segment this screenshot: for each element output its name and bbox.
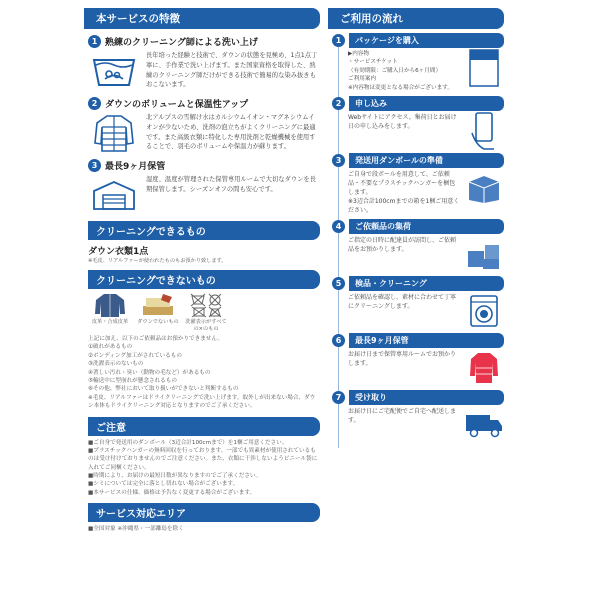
list-item: ■本サービスの仕様、価格は予告なく変更する場合がございます。	[88, 489, 256, 496]
wash-symbol-x-icon	[186, 292, 226, 318]
notice-heading: ご注意	[88, 417, 320, 436]
list-item: ■ご自身で発送用のダンボール（3辺合計100cmまで）を1梱ご用意ください。	[88, 439, 288, 446]
flow-step-4	[332, 219, 504, 272]
flow-step-5	[332, 276, 504, 329]
features-heading: 本サービスの特徴	[88, 8, 320, 29]
step-title: 最長9ヶ月保管	[349, 333, 504, 348]
list-item: ⑤輸送中に型崩れが懸念されるもの	[88, 377, 177, 384]
notice-list	[88, 439, 320, 498]
step-number: 5	[332, 277, 345, 290]
list-item: ■時期により、お届けの最短日数が異なりますのでご了承ください。	[88, 473, 262, 480]
flow-step-7	[332, 390, 504, 443]
list-item: ②ボンディング加工がされているもの	[88, 352, 182, 359]
flow-step-2	[332, 96, 504, 149]
feature-text: 長年培った経験と技術で、ダウンの状態を見極め、1点1点丁寧に、手作業で洗い上げます。また国家資格を取得した、熟練のクリーニング師だけができる技術で簡易的な染み抜きもおこないます。	[146, 52, 318, 89]
wash-basin-icon	[88, 51, 140, 91]
can-clean-item: ダウン衣類1点	[88, 247, 149, 257]
step-text: お届け日まで保管専用ルームでお預かりします。	[348, 350, 457, 367]
step-number: 6	[332, 334, 345, 347]
feature-3	[88, 159, 320, 215]
flow-step-6	[332, 333, 504, 386]
list-item: ※毛皮、リアルファーはドライクリーニングで洗い上げます。取外しが出来ない場合、ダウン本体もドライクリーニング対応となりますのでご了承ください。	[88, 394, 316, 410]
feature-title: 最長9ヶ月保管	[105, 162, 166, 172]
cannot-item-leather	[88, 292, 132, 332]
flow-step-3	[332, 153, 504, 215]
cardboard-box-icon	[464, 170, 504, 206]
left-column	[88, 8, 320, 534]
cannot-item-label: 皮革・合成皮革	[91, 319, 129, 325]
flow-heading: ご利用の流れ	[332, 8, 504, 29]
step-text: ご指定の日時に配達員が訪問し、ご依頼品をお預かりします。	[348, 236, 457, 253]
step-title: ご依頼品の集荷	[349, 219, 504, 234]
step-title: 検品・クリーニング	[349, 276, 504, 291]
cannot-clean-items	[88, 292, 320, 332]
feature-title: ダウンのボリュームと保温性アップ	[105, 100, 249, 110]
step-text: ご自身で段ボールを用意して、ご依頼品・不要なプラスチックハンガーを梱包します。 ※3辺合計100cmまでの箱を1梱ご用意ください。	[348, 170, 460, 214]
step-number: 4	[332, 220, 345, 233]
step-text: ご依頼品を確認し、素材に合わせて丁寧にクリーニングします。	[348, 293, 457, 310]
down-jacket-icon	[88, 113, 140, 153]
cannot-item-wash-symbols	[184, 292, 228, 332]
cannot-item-label: ダウンでないもの	[137, 319, 179, 325]
step-text: お届け日にご宅配便でご自宅へ配送します。	[348, 407, 457, 424]
step-text: ▶内容物 ・サービスチケット （有効期限：ご購入日から6ヶ月間） ご利用案内 ※内容物は変更となる場合がございます。	[348, 51, 453, 91]
folded-clothes-icon	[138, 292, 178, 318]
step-number: 1	[332, 34, 345, 47]
step-title: 受け取り	[349, 390, 504, 405]
stored-jacket-icon	[464, 350, 504, 386]
cannot-item-nondown	[136, 292, 180, 332]
list-item: ③洗濯表示のないもの	[88, 361, 144, 368]
washing-machine-icon	[464, 293, 504, 329]
smartphone-icon	[464, 113, 504, 149]
feature-title: 熟練のクリーニング師による洗い上げ	[105, 38, 258, 48]
warehouse-icon	[88, 175, 140, 215]
step-number: 2	[332, 97, 345, 110]
feature-1	[88, 35, 320, 91]
list-item: ①破れがあるもの	[88, 344, 133, 351]
list-item: ④著しい汚れ・臭い（動物の毛など）があるもの	[88, 369, 211, 376]
cannot-intro: 上記に加え、以下のご依頼品はお預かりできません。	[88, 336, 223, 342]
boxes-pickup-icon	[464, 236, 504, 272]
can-clean-heading: クリーニングできるもの	[88, 221, 320, 240]
list-item: ⑥その他、弊社において取り扱いができないと判断するもの	[88, 386, 239, 393]
cannot-clean-heading: クリーニングできないもの	[88, 270, 320, 289]
flow-step-1	[332, 33, 504, 92]
step-title: パッケージを購入	[349, 33, 504, 48]
step-title: 発送用ダンボールの準備	[349, 153, 504, 168]
can-clean-note: ※毛皮、リアルファーが使われたものもお預かり致します。	[88, 258, 227, 264]
right-column	[332, 8, 504, 443]
package-box-icon	[464, 50, 504, 86]
delivery-truck-icon	[464, 407, 504, 443]
feature-2	[88, 97, 320, 153]
area-heading: サービス対応エリア	[88, 503, 320, 522]
feature-number: 2	[88, 97, 101, 110]
feature-text: 北アルプスの雪解け水はカルシウムイオン・マグネシウムイオンが少ないため、洗剤の泡立ちがよくクリーニングに最適です。また高級衣類に特化した専用洗剤と乾燥機械を使用することで、羽毛のボリュームや保温力が蘇ります。	[146, 114, 316, 151]
step-number: 3	[332, 154, 345, 167]
feature-number: 3	[88, 159, 101, 172]
step-number: 7	[332, 391, 345, 404]
step-title: 申し込み	[349, 96, 504, 111]
cannot-list	[88, 343, 320, 410]
leather-jacket-icon	[90, 292, 130, 318]
cannot-item-label: 洗濯表示がすべての×のもの	[185, 319, 227, 332]
step-text: Webサイトにアクセス。集荷日とお届け日の申し込みをします。	[348, 113, 457, 130]
list-item: ■プラスチックハンガーの無料回収を行っております。一部でも異素材が使用されているものは受け付けておりませんのでご注意ください。また、衣類に干渉しないようビニール袋に入れてご同梱ください。	[88, 447, 318, 471]
feature-text: 湿度、温度が管理された保管専用ルームで大切なダウンを長期保管します。シーズンオフの間も安心です。	[146, 176, 317, 193]
list-item: ■シミについては完全に落とし切れない場合がございます。	[88, 481, 239, 488]
feature-number: 1	[88, 35, 101, 48]
area-text: ■全国対象 ※沖縄県・一部離島を除く	[88, 526, 184, 533]
